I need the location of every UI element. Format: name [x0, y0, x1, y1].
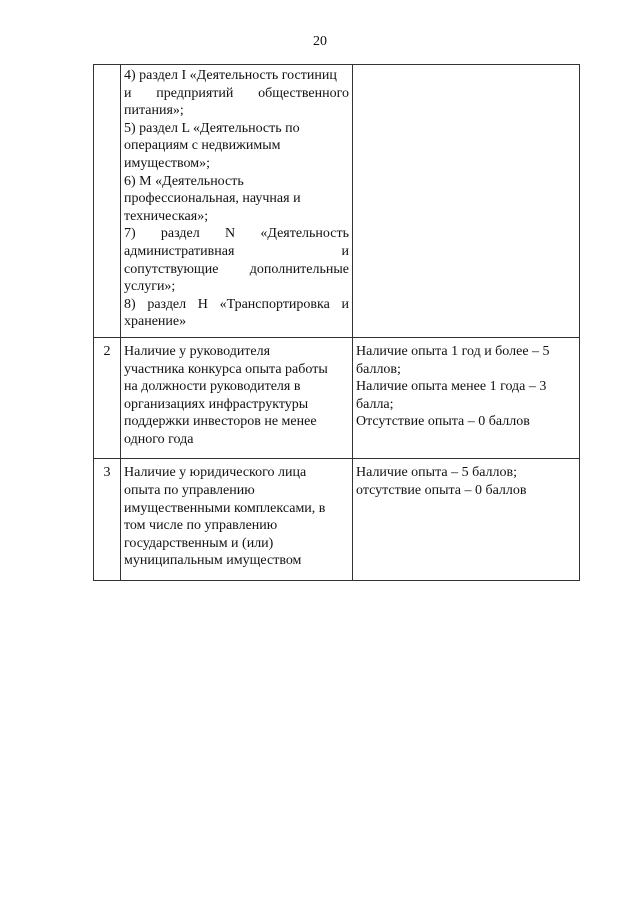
- score-line: Наличие опыта менее 1 года – 3: [356, 379, 547, 395]
- criterion-line: имуществом»;: [124, 155, 211, 171]
- criterion-line: Наличие у юридического лица: [124, 465, 307, 481]
- table-row: [94, 459, 580, 581]
- criterion-line: сопутствующие дополнительные: [124, 261, 349, 277]
- criterion-line: техническая»;: [124, 208, 209, 224]
- score-cell: [353, 459, 580, 581]
- criterion-line: операциям с недвижимым: [124, 138, 281, 154]
- criterion-line: организациях инфраструктуры: [124, 396, 309, 412]
- criterion-cell: [121, 337, 353, 459]
- score-line: отсутствие опыта – 0 баллов: [356, 483, 527, 499]
- criterion-line: участника конкурса опыта работы: [124, 361, 328, 377]
- criterion-line: и предприятий общественного: [124, 85, 349, 101]
- table-row: [94, 337, 580, 459]
- row-number: [94, 65, 121, 338]
- criterion-line: 8) раздел Н «Транспортировка и: [124, 296, 349, 312]
- criterion-line: государственным и (или): [124, 535, 274, 551]
- criterion-line: муниципальным имуществом: [124, 553, 302, 569]
- criterion-line: том числе по управлению: [124, 518, 278, 534]
- criterion-line: 6) М «Деятельность: [124, 173, 244, 189]
- criterion-line: имущественными комплексами, в: [124, 500, 326, 516]
- criteria-table-body: [94, 65, 580, 581]
- score-line: баллов;: [356, 361, 401, 377]
- score-cell: [353, 337, 580, 459]
- score-line: Наличие опыта – 5 баллов;: [356, 465, 518, 481]
- criterion-cell: [121, 65, 353, 338]
- score-line: Наличие опыта 1 год и более – 5: [356, 343, 550, 359]
- criterion-line: одного года: [124, 431, 194, 447]
- criterion-line: профессиональная, научная и: [124, 191, 301, 207]
- criterion-line: Наличие у руководителя: [124, 343, 271, 359]
- table-row: [94, 65, 580, 338]
- score-line: балла;: [356, 396, 394, 412]
- criteria-table: [93, 64, 580, 581]
- criterion-line: 4) раздел I «Деятельность гостиниц: [124, 68, 337, 83]
- criterion-line: на должности руководителя в: [124, 379, 301, 395]
- criterion-line: 5) раздел L «Деятельность по: [124, 120, 300, 136]
- row-number: 2: [94, 337, 121, 459]
- score-cell: [353, 65, 580, 338]
- criterion-line: хранение»: [124, 314, 187, 330]
- criterion-line: питания»;: [124, 103, 184, 119]
- criterion-line: услуги»;: [124, 279, 176, 295]
- row-number: 3: [94, 459, 121, 581]
- criterion-cell: [121, 459, 353, 581]
- criterion-line: административная и: [124, 243, 349, 259]
- page-number: 20: [313, 34, 327, 49]
- criterion-line: опыта по управлению: [124, 483, 255, 499]
- criterion-line: поддержки инвесторов не менее: [124, 414, 317, 430]
- criterion-line: 7) раздел N «Деятельность: [124, 226, 349, 242]
- score-line: Отсутствие опыта – 0 баллов: [356, 414, 530, 430]
